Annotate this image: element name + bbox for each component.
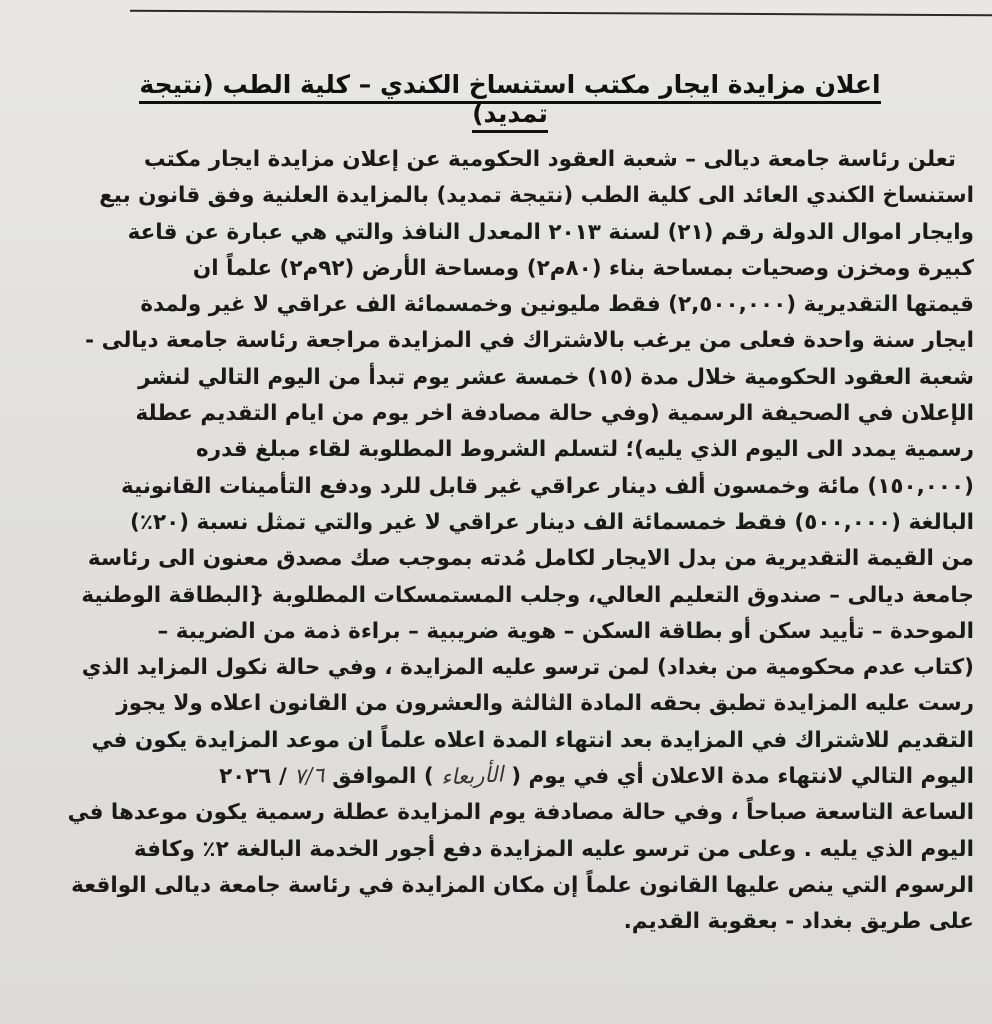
body-line: قيمتها التقديرية (٢,٥٠٠,٠٠٠) فقط مليونين وخمسمائة الف عراقي لا غير ولمدة <box>140 292 974 318</box>
body-line: الرسوم التي ينص عليها القانون علماً إن مكان المزايدة في رئاسة جامعة ديالى الواقعة <box>71 872 974 898</box>
body-line: (١٥٠,٠٠٠) مائة وخمسون ألف دينار عراقي غير قابل للرد ودفع التأمينات القانونية <box>121 473 974 499</box>
top-divider-line <box>130 10 992 17</box>
body-line: كبيرة ومخزن وصحيات بمساحة بناء (٨٠م٢) ومساحة الأرض (٩٢م٢) علماً ان <box>192 255 974 281</box>
date-line-middle: ) الموافق <box>332 764 434 790</box>
body-line: جامعة ديالى – صندوق التعليم العالي، وجلب المستمسكات المطلوبة {البطاقة الوطنية <box>81 582 974 608</box>
body-line: تعلن رئاسة جامعة ديالى – شعبة العقود الحكومية عن إعلان مزايدة ايجار مكتب <box>143 147 956 172</box>
body-line: رسمية يمدد الى اليوم الذي يليه)؛ لتسلم الشروط المطلوبة لقاء مبلغ قدره <box>196 437 974 463</box>
body-line: رست عليه المزايدة تطبق بحقه المادة الثالثة والعشرون من القانون اعلاه ولا يجوز <box>116 691 974 717</box>
date-line-before: اليوم التالي لانتهاء مدة الاعلان أي في يوم ( <box>511 764 974 790</box>
announcement-title <box>110 70 910 128</box>
handwritten-day: الأربعاء <box>440 762 505 791</box>
body-line: الإعلان في الصحيفة الرسمية (وفي حالة مصادفة اخر يوم من ايام التقديم عطلة <box>135 401 974 427</box>
body-line: شعبة العقود الحكومية خلال مدة (١٥) خمسة عشر يوم تبدأ من اليوم التالي لنشر <box>138 364 974 390</box>
handwritten-date: ٧/٦ <box>293 763 326 790</box>
body-line: ايجار سنة واحدة فعلى من يرغب بالاشتراك في المزايدة مراجعة رئاسة جامعة ديالى - <box>85 328 974 354</box>
title-text: اعلان مزايدة ايجار مكتب استنساخ الكندي – كلية الطب (نتيجة تمديد) <box>139 70 880 133</box>
body-line: الساعة التاسعة صباحاً ، وفي حالة مصادفة يوم المزايدة عطلة رسمية يكون موعدها في <box>67 800 974 826</box>
date-line <box>62 759 974 795</box>
announcement-body <box>62 142 974 941</box>
body-line: التقديم للاشتراك في المزايدة بعد انتهاء المدة اعلاه علماً ان موعد المزايدة يكون في <box>91 727 974 753</box>
body-line: من القيمة التقديرية من بدل الايجار لكامل مُدته بموجب صك مصدق معنون الى رئاسة <box>87 546 974 572</box>
body-line: استنساخ الكندي العائد الى كلية الطب (نتيجة تمديد) بالمزايدة العلنية وفق قانون بيع <box>99 183 974 209</box>
body-line: وايجار اموال الدولة رقم (٢١) لسنة ٢٠١٣ المعدل النافذ والتي هي عبارة عن قاعة <box>127 219 974 245</box>
body-line: الموحدة – تأييد سكن أو بطاقة السكن – هوية ضريبية – براءة ذمة من الضريبة – <box>157 618 974 644</box>
body-line: البالغة (٥٠٠,٠٠٠) فقط خمسمائة الف دينار عراقي لا غير والتي تمثل نسبة (٢٠٪) <box>130 509 974 535</box>
body-line: اليوم الذي يليه . وعلى من ترسو عليه المزايدة دفع أجور الخدمة البالغة ٢٪ وكافة <box>133 836 974 862</box>
body-line: على طريق بغداد - بعقوبة القديم. <box>623 909 974 935</box>
date-line-after: / ٢٠٢٦ <box>219 764 287 790</box>
body-line: (كتاب عدم محكومية من بغداد) لمن ترسو عليه المزايدة ، وفي حالة نكول المزايد الذي <box>81 655 974 681</box>
